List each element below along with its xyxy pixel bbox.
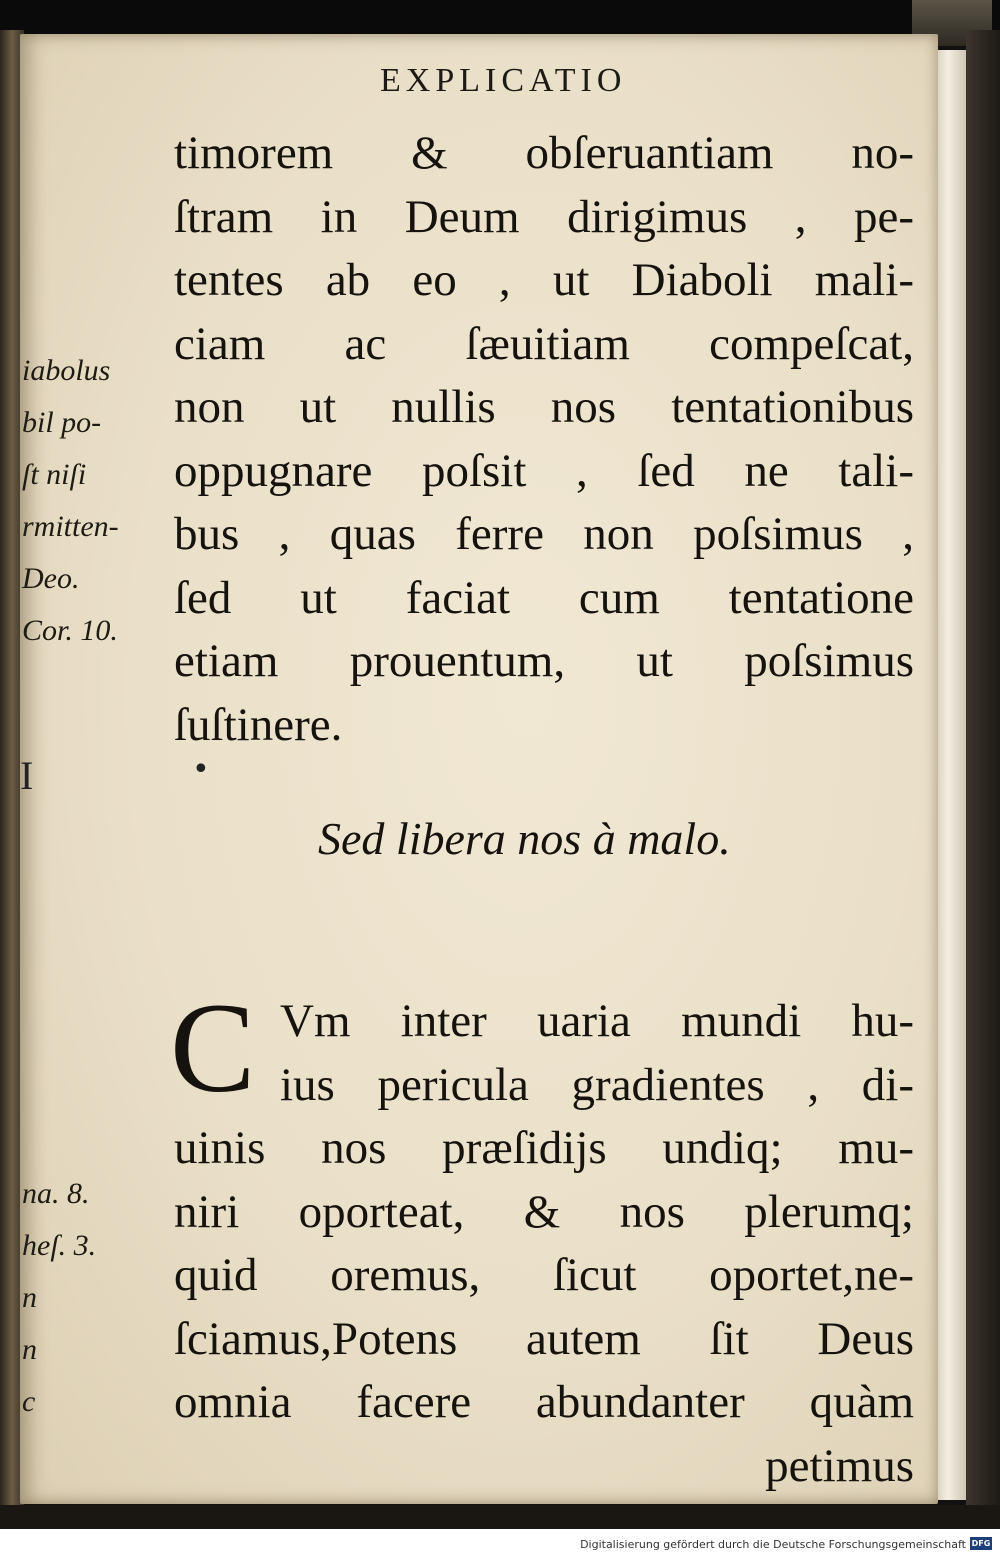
margin-note-line: n (22, 1281, 37, 1314)
section-heading: Sed libera nos à malo. (318, 813, 731, 864)
margin-note-line: na. 8. (22, 1177, 90, 1210)
text-line: ciam ac ſæuitiam compeſcat, (174, 317, 914, 370)
page-fore-edge (936, 50, 966, 1500)
margin-note-line: iabolus (22, 354, 111, 387)
margin-note-line: Deo. (22, 562, 80, 595)
text-line: oppugnare poſsit , ſed ne tali- (174, 444, 914, 497)
margin-marker: I (20, 753, 34, 798)
dfg-logo-icon: DFG (971, 1539, 991, 1548)
text-line: Vm inter uaria mundi hu- (280, 995, 914, 1047)
text-line: ſuſtinere. (174, 698, 343, 751)
text-line: ius pericula gradientes , di- (280, 1058, 914, 1111)
margin-note-line: rmitten- (22, 510, 119, 543)
margin-note-line: Cor. 10. (22, 614, 118, 647)
text-block-1 (174, 122, 914, 757)
text-line: ſtram in Deum dirigimus , pe- (174, 190, 914, 243)
footer-credit: Digitalisierung gefördert durch die Deutsche Forschungsgemeinschaft (580, 1538, 966, 1551)
text-line: uinis nos præſidijs undiq; mu- (174, 1122, 914, 1174)
text-line: non ut nullis nos tentationibus (174, 381, 914, 433)
top-shadow-band (0, 0, 1000, 38)
running-head: EXPLICATIO (380, 62, 627, 99)
bullet-mark: • (192, 752, 210, 787)
margin-note-line: heſ. 3. (22, 1229, 97, 1262)
text-line: quid oremus, ſicut oportet,ne- (174, 1249, 914, 1301)
text-line: omnia facere abundanter quàm (174, 1376, 914, 1428)
margin-note-line: c (22, 1385, 36, 1418)
bottom-shadow-band (0, 1505, 1000, 1529)
catchword: petimus (765, 1439, 914, 1492)
text-line: timorem & obſeruantiam no- (174, 127, 914, 179)
text-line: etiam prouentum, ut poſsimus (174, 635, 914, 687)
text-line: bus , quas ferre non poſsimus , (174, 508, 914, 560)
margin-note-line: bil po- (22, 406, 102, 439)
text-line: tentes ab eo , ut Diaboli mali- (174, 254, 914, 306)
drop-capital: C (170, 977, 256, 1119)
text-block-2 (174, 990, 914, 1498)
text-line: ſed ut faciat cum tentatione (174, 571, 914, 624)
book-cover-edge (966, 30, 1000, 1520)
digitization-footer (0, 1529, 1000, 1559)
margin-notes-lower (22, 1168, 96, 1428)
margin-notes-upper (22, 345, 119, 657)
margin-note-line: ſt niſi (22, 458, 87, 491)
text-line: niri oporteat, & nos plerumq; (174, 1185, 914, 1238)
margin-note-line: n (22, 1333, 37, 1366)
text-line: ſciamus,Potens autem ſit Deus (174, 1312, 914, 1365)
